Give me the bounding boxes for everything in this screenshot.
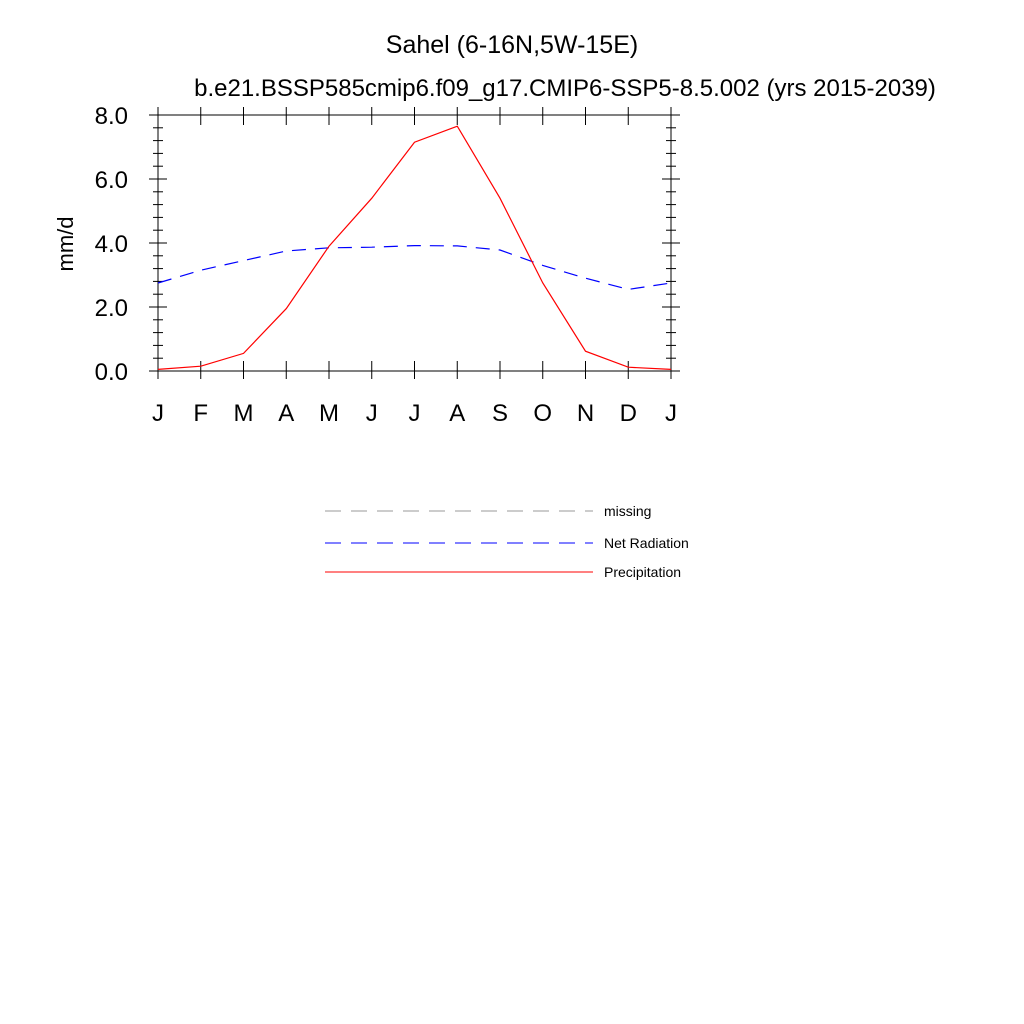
y-tick-label: 2.0 [94, 295, 128, 322]
x-tick-label: J [665, 400, 677, 427]
plot-area [149, 107, 680, 379]
x-tick-label: S [491, 400, 509, 427]
x-tick-label: J [365, 400, 378, 427]
legend-label: missing [604, 503, 652, 519]
x-tick-label: J [408, 400, 421, 427]
y-tick-label: 0.0 [94, 359, 128, 386]
y-tick-label: 8.0 [94, 103, 128, 130]
x-tick-label: M [319, 400, 339, 427]
x-tick-label: A [449, 400, 466, 427]
plot-frame [158, 115, 671, 371]
x-tick-label: O [533, 400, 553, 427]
y-tick-label: 6.0 [94, 167, 128, 194]
legend [325, 503, 689, 580]
x-tick-labels [152, 400, 677, 427]
x-tick-label: D [619, 400, 637, 427]
chart-title: Sahel (6-16N,5W-15E) [385, 31, 639, 59]
x-tick-label: A [278, 400, 295, 427]
chart-subtitle: b.e21.BSSP585cmip6.f09_g17.CMIP6-SSP5-8.5.002 (yrs 2015-2039) [194, 75, 936, 102]
x-tick-label: F [193, 400, 209, 427]
y-tick-labels [95, 103, 128, 386]
x-tick-label: J [152, 400, 164, 427]
x-tick-label: M [233, 400, 254, 427]
y-tick-label: 4.0 [94, 231, 128, 258]
y-axis-label: mm/d [53, 216, 78, 272]
x-tick-label: N [576, 400, 595, 427]
legend-label: Precipitation [604, 564, 682, 580]
series-line-precipitation [158, 126, 671, 369]
legend-label: Net Radiation [604, 535, 689, 551]
series-line-net-radiation [158, 246, 671, 290]
axis-ticks [149, 107, 680, 379]
series-layer [158, 126, 671, 369]
